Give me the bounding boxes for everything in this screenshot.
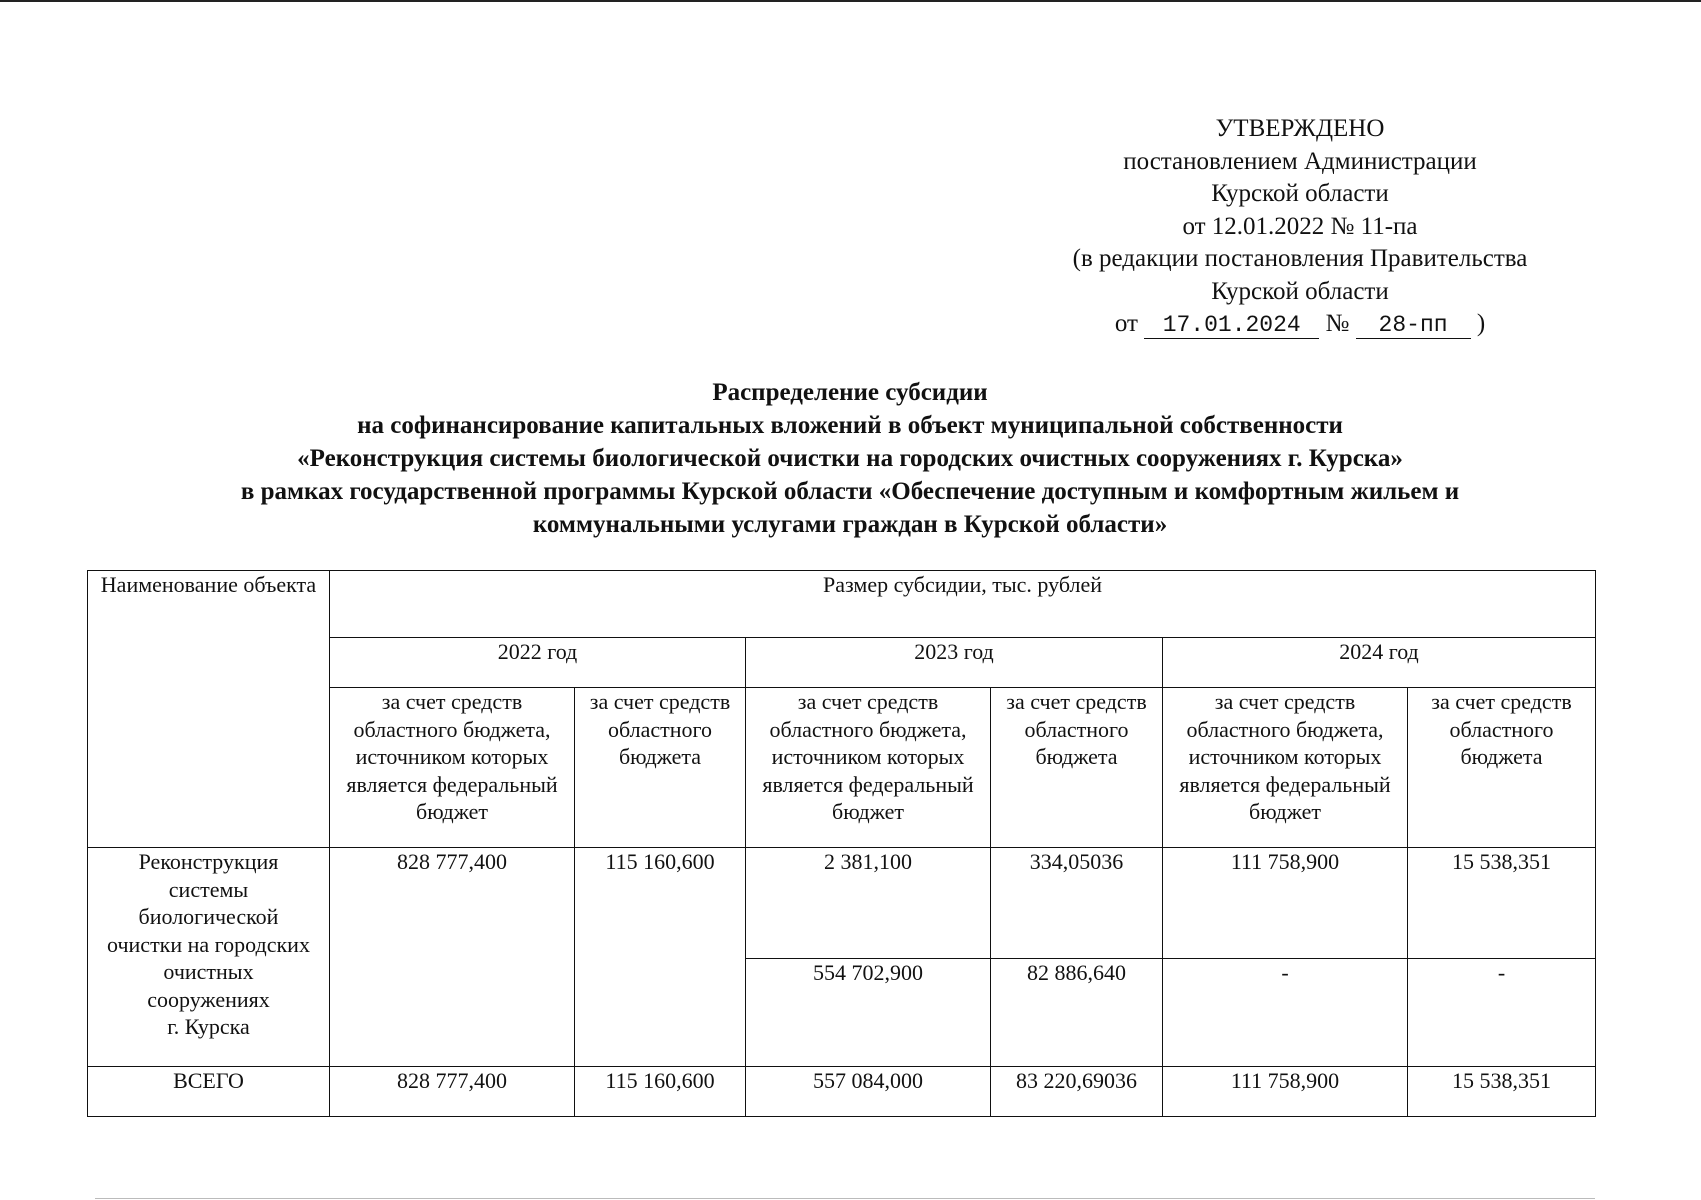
title-line-4: в рамках государственной программы Курской области «Обеспечение доступным и комфортным жильем и — [240, 478, 1460, 505]
page-bottom-edge — [95, 1198, 1595, 1199]
cell-2023-regional-b: 82 886,640 — [991, 959, 1163, 1067]
header-year-2023: 2023 год — [746, 638, 1163, 688]
cell-2022-federal: 828 777,400 — [330, 848, 575, 1067]
amendment-suffix: ) — [1476, 310, 1486, 337]
header-subsidy-size: Размер субсидии, тыс. рублей — [330, 571, 1596, 638]
header-2022-regional-source: за счет средств областного бюджета — [575, 688, 746, 848]
amendment-number: 28-пп — [1356, 312, 1471, 339]
object-name-line: г. Курска — [167, 1014, 250, 1039]
header-object-name: Наименование объекта — [88, 571, 330, 848]
amendment-prefix: от — [1114, 310, 1138, 337]
approval-line-4: (в редакции постановления Правительства — [1072, 245, 1528, 272]
header-row-1 — [88, 571, 1596, 638]
object-name-line: очистных — [163, 959, 254, 984]
title-line-3: «Реконструкция системы биологической очистки на городских очистных сооружениях г. Курска» — [297, 445, 1403, 472]
header-year-2022: 2022 год — [330, 638, 746, 688]
document-title — [60, 376, 1640, 541]
approval-line-2: Курской области — [1211, 180, 1389, 207]
total-label: ВСЕГО — [88, 1067, 330, 1117]
subsidy-table — [87, 570, 1596, 1117]
total-2024-federal: 111 758,900 — [1163, 1067, 1408, 1117]
object-name-line: сооружениях — [147, 986, 270, 1012]
header-2022-federal-source: за счет средств областного бюджета, источником которых является федеральный бюджет — [330, 688, 575, 848]
total-2022-regional: 115 160,600 — [575, 1067, 746, 1117]
cell-2024-federal-b: - — [1163, 959, 1408, 1067]
total-2024-regional: 15 538,351 — [1408, 1067, 1596, 1117]
cell-2024-regional-b: - — [1408, 959, 1596, 1067]
object-name-line: очистки на городских — [107, 931, 310, 957]
table-row-total — [88, 1067, 1596, 1117]
table-row-object-1 — [88, 848, 1596, 959]
object-name-cell — [88, 848, 330, 1067]
cell-2022-regional: 115 160,600 — [575, 848, 746, 1067]
object-name-line: биологической — [138, 904, 279, 929]
page-top-edge — [0, 0, 1701, 2]
total-2022-federal: 828 777,400 — [330, 1067, 575, 1117]
header-year-2024: 2024 год — [1163, 638, 1596, 688]
approval-amendment-line — [1000, 308, 1600, 341]
approval-line-5: Курской области — [1211, 277, 1389, 305]
cell-2023-federal-a: 2 381,100 — [746, 848, 991, 959]
approval-stamp-block — [1000, 113, 1600, 341]
title-line-2: на софинансирование капитальных вложений в объект муниципальной собственности — [357, 412, 1343, 439]
total-2023-regional: 83 220,69036 — [991, 1067, 1163, 1117]
approval-line-3: от 12.01.2022 № 11-па — [1182, 212, 1418, 240]
cell-2024-federal-a: 111 758,900 — [1163, 848, 1408, 959]
approval-title: УТВЕРЖДЕНО — [1215, 115, 1385, 142]
title-line-5: коммунальными услугами граждан в Курской области» — [532, 511, 1168, 538]
total-2023-federal: 557 084,000 — [746, 1067, 991, 1117]
amendment-date: 17.01.2024 — [1144, 312, 1319, 339]
approval-line-1: постановлением Администрации — [1123, 147, 1477, 175]
title-line-1: Распределение субсидии — [712, 379, 988, 406]
header-2023-federal-source: за счет средств областного бюджета, источником которых является федеральный бюджет — [746, 688, 991, 848]
cell-2023-regional-a: 334,05036 — [991, 848, 1163, 959]
cell-2023-federal-b: 554 702,900 — [746, 959, 991, 1067]
amendment-number-sign: № — [1325, 310, 1350, 337]
cell-2024-regional-a: 15 538,351 — [1408, 848, 1596, 959]
header-2024-federal-source: за счет средств областного бюджета, источником которых является федеральный бюджет — [1163, 688, 1408, 848]
header-2023-regional-source: за счет средств областного бюджета — [991, 688, 1163, 848]
object-name-line: системы — [168, 876, 249, 902]
object-name-line: Реконструкция — [138, 849, 279, 874]
header-2024-regional-source: за счет средств областного бюджета — [1408, 688, 1596, 848]
